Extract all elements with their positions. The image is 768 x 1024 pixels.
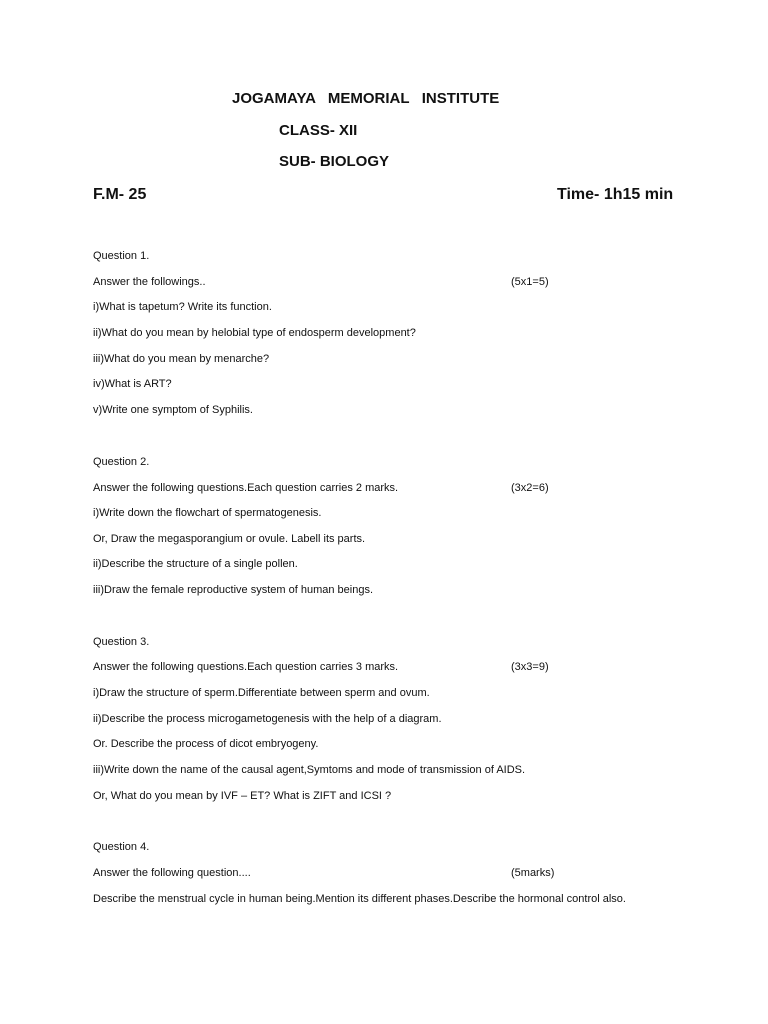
question-item: iii)Write down the name of the causal agent,Symtoms and mode of transmission of AIDS. [93,764,526,776]
question-item: i)Draw the structure of sperm.Differentiate between sperm and ovum. [93,687,430,699]
question-marks: (3x3=9) [511,661,549,673]
question-title: Question 1. [93,250,150,262]
question-title: Question 2. [93,456,150,468]
question-item: ii)What do you mean by helobial type of endosperm development? [93,327,416,339]
question-title: Question 3. [93,636,150,648]
question-instruction: Answer the following questions.Each question carries 3 marks. [93,661,399,673]
question-marks: (5marks) [511,867,555,879]
question-item: Describe the menstrual cycle in human being.Mention its different phases.Describe the hormonal control also. [93,893,626,905]
question-item: iii)Draw the female reproductive system of human beings. [93,584,374,596]
subject-label: SUB- BIOLOGY [279,153,390,170]
question-instruction: Answer the following question.... [93,867,251,879]
time-allowed: Time- 1h15 min [557,186,674,203]
question-instruction: Answer the following questions.Each question carries 2 marks. [93,482,399,494]
class-label: CLASS- XII [279,122,358,139]
question-item: iii)What do you mean by menarche? [93,353,270,365]
institute-name: JOGAMAYA MEMORIAL INSTITUTE [232,90,500,107]
question-item: Or, What do you mean by IVF – ET? What is ZIFT and ICSI ? [93,790,392,802]
question-item: Or, Draw the megasporangium or ovule. Labell its parts. [93,533,366,545]
question-title: Question 4. [93,841,150,853]
question-item: ii)Describe the structure of a single pollen. [93,558,298,570]
full-marks: F.M- 25 [93,186,147,203]
question-item: i)Write down the flowchart of spermatogenesis. [93,507,322,519]
question-item: iv)What is ART? [93,378,172,390]
question-item: ii)Describe the process microgametogenesis with the help of a diagram. [93,713,442,725]
question-marks: (5x1=5) [511,276,549,288]
question-marks: (3x2=6) [511,482,549,494]
question-instruction: Answer the followings.. [93,276,206,288]
question-item: v)Write one symptom of Syphilis. [93,404,253,416]
question-item: Or. Describe the process of dicot embryogeny. [93,738,319,750]
question-item: i)What is tapetum? Write its function. [93,301,272,313]
